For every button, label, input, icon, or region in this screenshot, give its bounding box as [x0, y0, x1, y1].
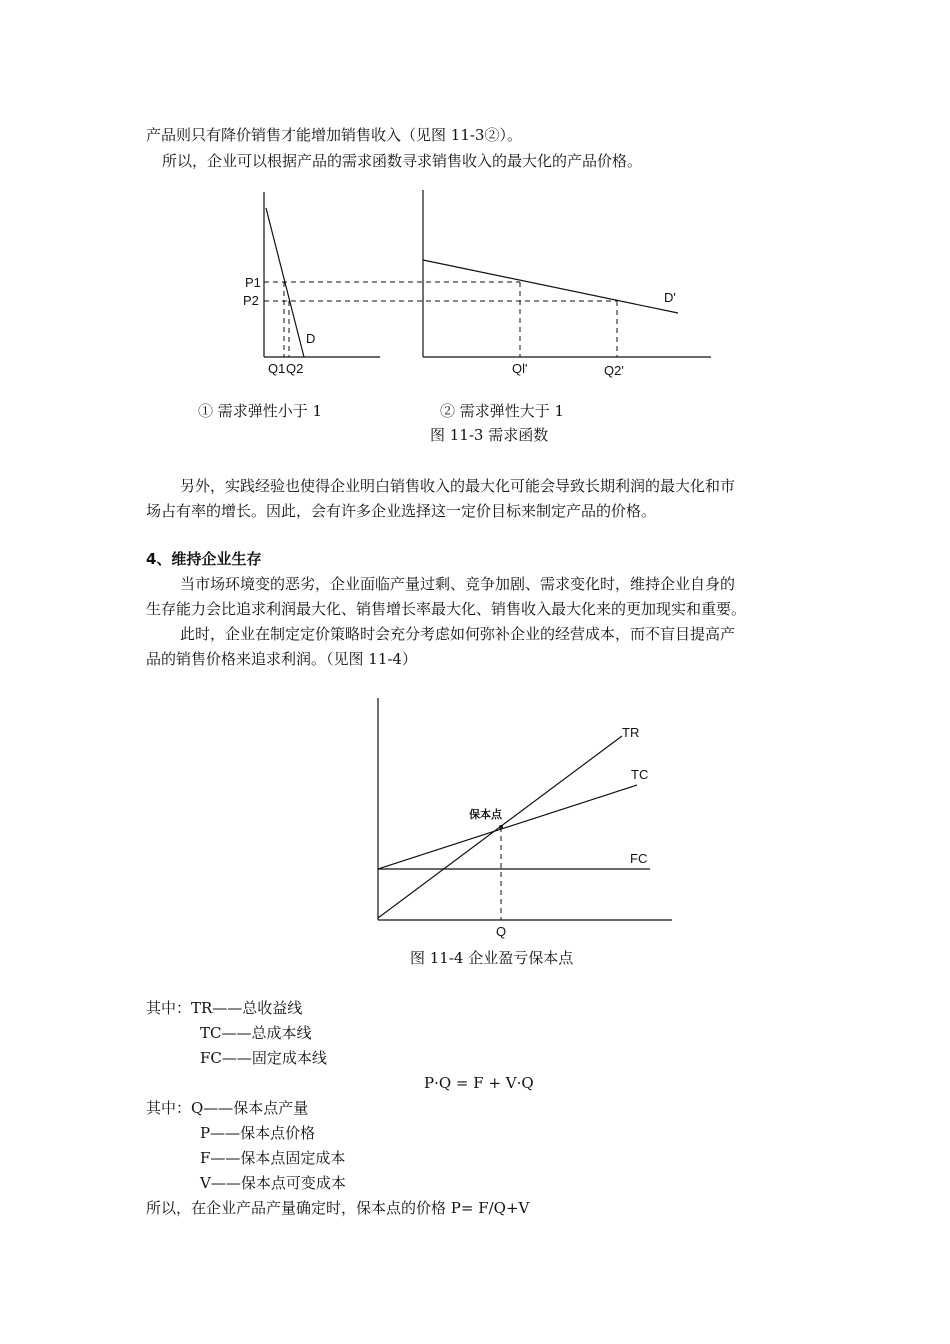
legend1-line-3: FC——固定成本线 [200, 1049, 327, 1067]
legend2-line-3: F——保本点固定成本 [200, 1149, 346, 1167]
figure-11-3-caption-left: ① 需求弹性小于 1 [198, 402, 323, 420]
section-4-heading: 4、维持企业生存 [146, 550, 262, 568]
intro-line-2: 所以，企业可以根据产品的需求函数寻求销售收入的最大化的产品价格。 [162, 152, 643, 170]
section-4-p1-line2: 生存能力会比追求利润最大化、销售增长率最大化、销售收入最大化来的更加现实和重要。 [146, 600, 747, 618]
p1-label: P1 [245, 275, 261, 290]
legend1-line-1: 其中：TR——总收益线 [146, 999, 303, 1017]
legend2-line-2: P——保本点价格 [200, 1124, 316, 1142]
legend2-line-4: V——保本点可变成本 [200, 1174, 346, 1192]
section-4-p2-line1: 此时，企业在制定定价策略时会充分考虑如何弥补企业的经营成本，而不盲目提高产 [180, 625, 736, 643]
section-4-p1-line1: 当市场环境变的恶劣，企业面临产量过剩、竞争加剧、需求变化时，维持企业自身的 [180, 575, 736, 593]
figure-11-4-caption: 图 11-4 企业盈亏保本点 [410, 949, 574, 967]
legend2-line-1: 其中：Q——保本点产量 [146, 1099, 309, 1117]
tc-label: TC [631, 767, 649, 782]
tc-line [378, 785, 637, 869]
section-4-p2-line2: 品的销售价格来追求利润。（见图 11-4） [146, 650, 417, 668]
q-label: Q [496, 924, 507, 939]
experience-line-2: 场占有率的增长。因此，会有许多企业选择这一定价目标来制定产品的价格。 [146, 502, 657, 520]
p2-label: P2 [243, 293, 259, 308]
figure-11-3-caption-right: ② 需求弹性大于 1 [440, 402, 565, 420]
tr-label: TR [622, 725, 640, 740]
breakeven-label: 保本点 [469, 809, 502, 821]
figure-11-3-caption: 图 11-3 需求函数 [430, 426, 549, 444]
fc-label: FC [630, 851, 648, 866]
left-curve-label: D [306, 331, 316, 346]
intro-line-1: 产品则只有降价销售才能增加销售收入（见图 11-3②）。 [146, 126, 522, 144]
conclusion-line: 所以，在企业产品产量确定时，保本点的价格 P= F/Q+V [146, 1199, 530, 1217]
ql-prime-label: Ql' [512, 361, 528, 376]
q2-label: Q2 [286, 361, 304, 376]
right-curve-label: D' [664, 290, 676, 305]
experience-line-1: 另外，实践经验也使得企业明白销售收入的最大化可能会导致长期利润的最大化和市 [180, 477, 736, 495]
breakeven-point [499, 825, 503, 829]
legend1-line-2: TC——总成本线 [200, 1024, 312, 1042]
breakeven-formula: P·Q = F + V·Q [424, 1074, 534, 1092]
q2-prime-label: Q2' [604, 363, 624, 378]
q1-label: Q1 [268, 361, 286, 376]
